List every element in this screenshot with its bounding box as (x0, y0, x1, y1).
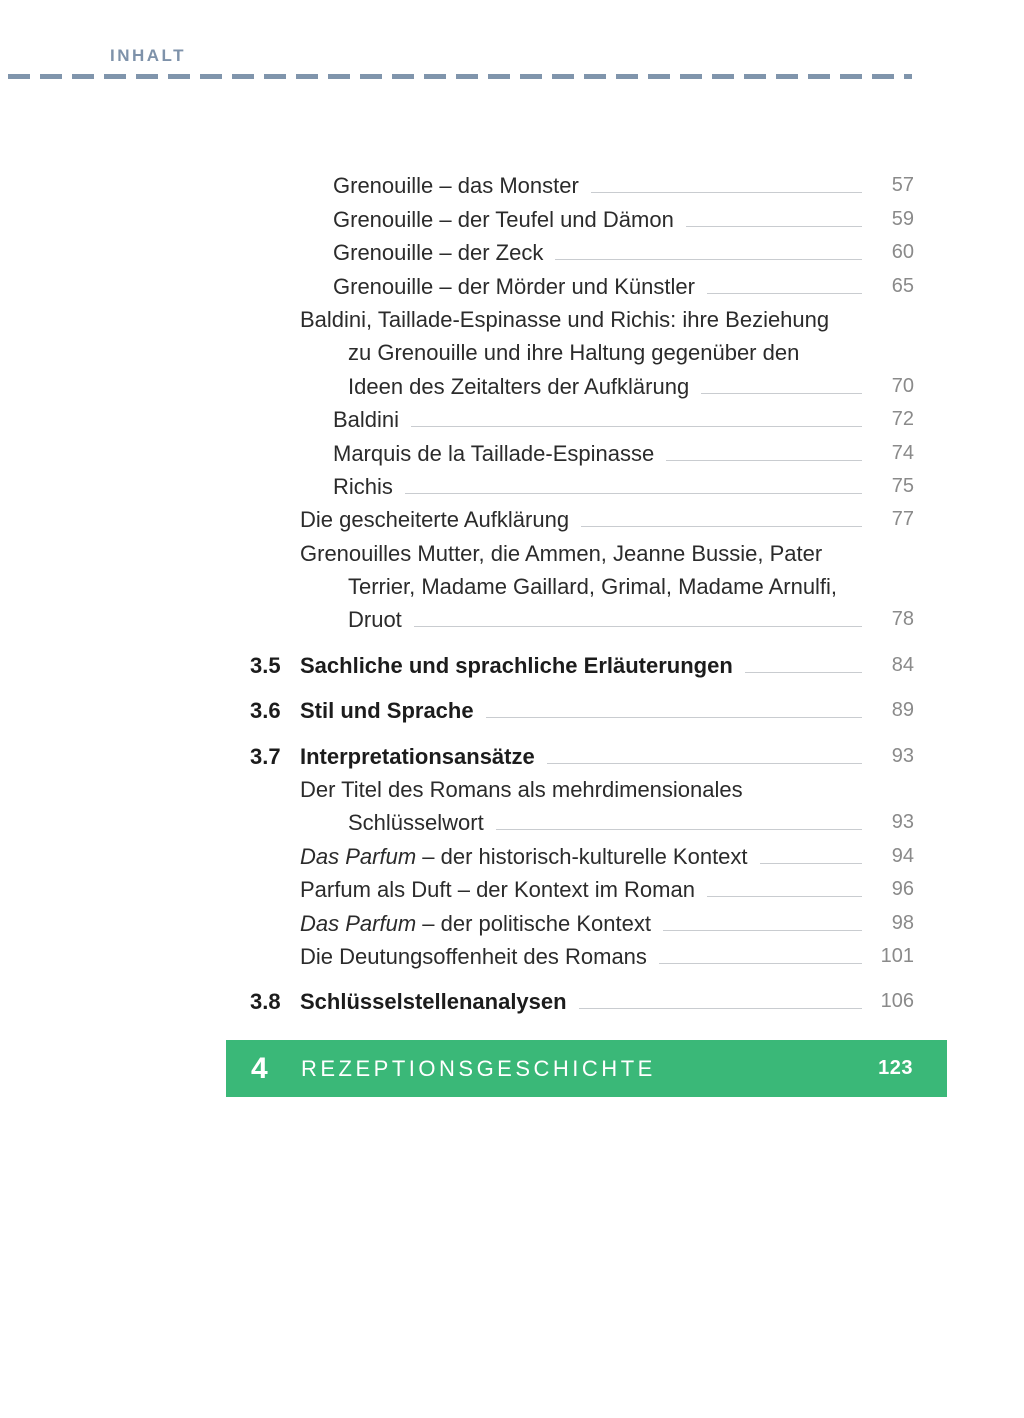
toc-entry-label (300, 941, 647, 972)
toc-page-number: 59 (891, 207, 914, 230)
toc-leader-line (411, 426, 862, 427)
toc-entry-label (348, 337, 799, 368)
toc-leader-line (760, 863, 862, 864)
toc-leader-line (496, 829, 862, 830)
toc-label-segment: Grenouille – der Mörder und Künstler (333, 273, 695, 299)
toc-entry-label (300, 841, 748, 872)
toc-label-segment: Sachliche und sprachliche Erläuterungen (300, 652, 733, 678)
toc-entry-label (348, 571, 837, 602)
toc-entry-label (300, 741, 535, 772)
toc-entry (250, 235, 914, 268)
toc-page-number: 94 (891, 844, 914, 867)
toc-leader-line (555, 259, 862, 260)
toc-entry-label (333, 271, 695, 302)
toc-line (250, 535, 914, 568)
toc-entry (250, 268, 914, 301)
toc-leader-line (686, 226, 862, 227)
toc-entry (250, 984, 914, 1017)
toc-label-segment: Ideen des Zeitalters der Aufklärung (348, 373, 690, 399)
toc-entry-label (300, 304, 829, 335)
toc-entry (250, 535, 914, 635)
toc-entry-label (333, 471, 393, 502)
toc-page-number: 101 (880, 944, 914, 967)
toc-leader-line (666, 460, 862, 461)
toc-line (250, 872, 914, 905)
toc-entry (250, 693, 914, 726)
toc-line (250, 168, 914, 201)
toc-entry (250, 939, 914, 972)
toc-page-number: 96 (891, 878, 914, 901)
toc-line (250, 569, 914, 602)
toc-page-number: 78 (891, 608, 914, 631)
toc-entry (250, 435, 914, 468)
toc-leader-line (414, 626, 862, 627)
toc-leader-line (547, 763, 862, 764)
toc-line (250, 201, 914, 234)
toc-entry (250, 738, 914, 771)
toc-entry-number: 3.7 (250, 743, 281, 769)
toc-label-segment: Grenouille – das Monster (333, 173, 579, 199)
toc-line (250, 235, 914, 268)
toc-entry-label (300, 874, 695, 905)
toc-page-number: 89 (891, 699, 914, 722)
toc-leader-line (707, 896, 862, 897)
toc-line (250, 502, 914, 535)
section-banner-page-number: 123 (878, 1057, 913, 1079)
toc-page-number: 106 (880, 990, 914, 1013)
toc-line (250, 772, 914, 805)
section-banner-title: REZEPTIONSGESCHICHTE (301, 1055, 656, 1081)
toc-label-segment: Das Parfum (300, 843, 417, 869)
toc-line (250, 805, 914, 838)
toc-entry-label (300, 650, 733, 681)
toc-entry (250, 302, 914, 402)
toc-entry-label (333, 237, 543, 268)
toc-entry-label (333, 404, 399, 435)
section-banner (226, 1040, 947, 1097)
toc-entry-label (300, 538, 822, 569)
toc-page-number: 84 (891, 653, 914, 676)
toc-label-segment: – der historisch-kulturelle Kontext (416, 843, 748, 869)
toc-entry (250, 402, 914, 435)
toc-entry (250, 838, 914, 871)
toc-leader-line (591, 192, 862, 193)
toc-label-segment: Baldini, Taillade-Espinasse und Richis: ihre Beziehung (300, 306, 830, 332)
toc-page-number: 98 (891, 911, 914, 934)
toc-page-number: 93 (891, 744, 914, 767)
toc-label-segment: Richis (333, 473, 393, 499)
toc-page-number: 60 (891, 241, 914, 264)
toc-label-segment: Das Parfum (300, 910, 417, 936)
toc-entry (250, 201, 914, 234)
toc-leader-line (745, 672, 862, 673)
toc-label-segment: Druot (348, 607, 402, 633)
toc-line (250, 905, 914, 938)
toc-entry-label (333, 438, 654, 469)
toc-entry (250, 905, 914, 938)
toc-leader-line (581, 526, 862, 527)
toc-label-segment: Die gescheiterte Aufklärung (300, 507, 570, 533)
toc-page-number: 65 (891, 274, 914, 297)
dashed-divider-line (8, 74, 912, 79)
toc-list (250, 168, 914, 1017)
toc-entry-number: 3.6 (250, 698, 281, 724)
toc-line (250, 984, 914, 1017)
toc-line (250, 268, 914, 301)
toc-entry-label (348, 371, 689, 402)
toc-entry (250, 469, 914, 502)
toc-label-segment: Baldini (333, 407, 400, 433)
toc-entry-label (348, 807, 484, 838)
toc-page-number: 70 (891, 374, 914, 397)
section-banner-number: 4 (251, 1051, 268, 1085)
toc-label-segment: Grenouille – der Teufel und Dämon (333, 206, 674, 232)
toc-line (250, 647, 914, 680)
toc-leader-line (701, 393, 862, 394)
toc-leader-line (707, 293, 862, 294)
toc-entry-label (333, 170, 579, 201)
toc-page-number: 93 (891, 811, 914, 834)
toc-label-segment: Stil und Sprache (300, 698, 474, 724)
toc-line (250, 738, 914, 771)
toc-entry (250, 772, 914, 839)
toc-page-number: 75 (891, 474, 914, 497)
toc-leader-line (405, 493, 862, 494)
toc-leader-line (659, 963, 862, 964)
toc-label-segment: zu Grenouille und ihre Haltung gegenüber den (348, 340, 800, 366)
toc-leader-line (663, 930, 862, 931)
toc-line (250, 335, 914, 368)
toc-entry-label (300, 986, 567, 1017)
toc-label-segment: Grenouille – der Zeck (333, 240, 544, 266)
toc-page-number: 72 (891, 408, 914, 431)
toc-leader-line (486, 717, 862, 718)
page-header-title: INHALT (110, 46, 187, 65)
toc-line (250, 469, 914, 502)
toc-entry-label (333, 204, 674, 235)
toc-entry (250, 168, 914, 201)
toc-line (250, 402, 914, 435)
toc-line (250, 838, 914, 871)
toc-entry-label (300, 504, 569, 535)
toc-label-segment: Der Titel des Romans als mehrdimensionales (300, 777, 743, 803)
toc-line (250, 435, 914, 468)
toc-label-segment: Schlüsselwort (348, 810, 484, 836)
toc-entry-number: 3.5 (250, 652, 281, 678)
toc-label-segment: Interpretationsansätze (300, 743, 535, 769)
toc-entry-number: 3.8 (250, 989, 281, 1015)
toc-line (250, 939, 914, 972)
toc-entry (250, 647, 914, 680)
toc-label-segment: Marquis de la Taillade-Espinasse (333, 440, 655, 466)
toc-label-segment: Die Deutungsoffenheit des Romans (300, 943, 647, 969)
toc-label-segment: Parfum als Duft – der Kontext im Roman (300, 877, 695, 903)
toc-entry-label (348, 604, 402, 635)
toc-label-segment: Grenouilles Mutter, die Ammen, Jeanne Bussie, Pater (300, 540, 823, 566)
toc-entry (250, 872, 914, 905)
toc-entry-label (300, 774, 743, 805)
toc-page-number: 77 (891, 508, 914, 531)
toc-label-segment: Terrier, Madame Gaillard, Grimal, Madame Arnulfi, (348, 574, 838, 600)
toc-line (250, 368, 914, 401)
toc-page-number: 57 (891, 174, 914, 197)
toc-label-segment: Schlüsselstellenanalysen (300, 989, 567, 1015)
toc-entry (250, 502, 914, 535)
toc-label-segment: – der politische Kontext (416, 910, 651, 936)
toc-entry-label (300, 695, 474, 726)
toc-entry-label (300, 908, 651, 939)
toc-page-number: 74 (891, 441, 914, 464)
toc-line (250, 693, 914, 726)
toc-line (250, 602, 914, 635)
toc-line (250, 302, 914, 335)
toc-leader-line (579, 1008, 862, 1009)
